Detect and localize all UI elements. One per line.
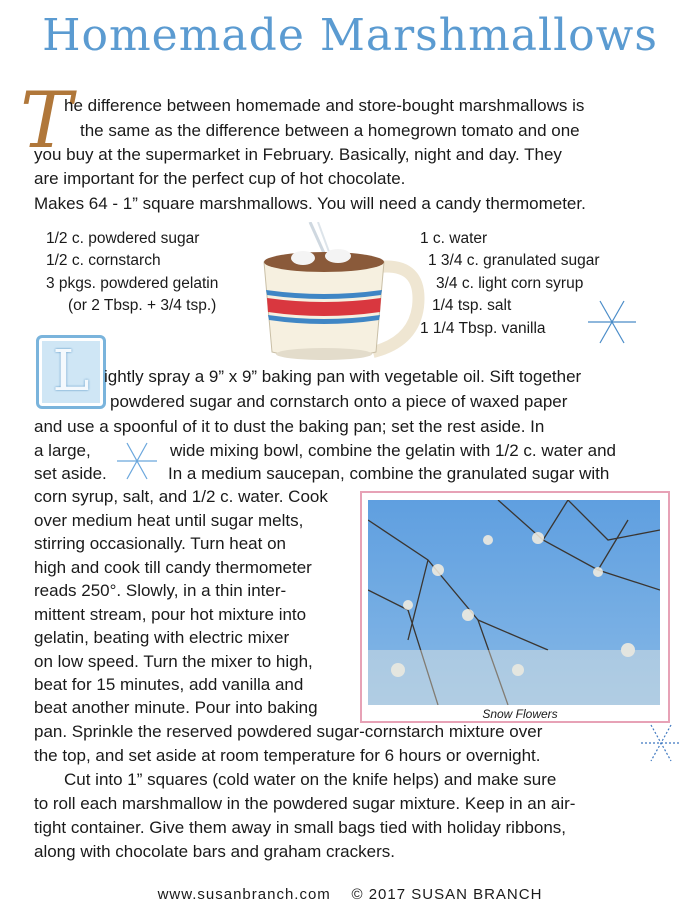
method-line: tight container. Give them away in small bags tied with holiday ribbons,	[34, 818, 566, 837]
ingredient: 1 c. water	[420, 230, 488, 247]
snowflake-icon	[636, 718, 686, 768]
method-line: high and cook till candy thermometer	[34, 558, 312, 577]
ingredient: 3/4 c. light corn syrup	[436, 275, 584, 292]
method-line: reads 250°. Slowly, in a thin inter-	[34, 581, 287, 600]
page-title: Homemade Marshmallows	[42, 10, 658, 61]
method-line: beat for 15 minutes, add vanilla and	[34, 675, 304, 694]
method-line: powdered sugar and cornstarch onto a piece of waxed paper	[110, 392, 568, 411]
intro-line: are important for the perfect cup of hot chocolate.	[34, 169, 406, 188]
snow-branches-photo	[368, 500, 660, 705]
copyright: © 2017 SUSAN BRANCH	[351, 886, 543, 903]
photo-caption: Snow Flowers	[470, 707, 570, 721]
method-line: and use a spoonful of it to dust the baking pan; set the rest aside. In	[34, 417, 545, 436]
intro-line: the same as the difference between a homegrown tomato and one	[80, 121, 580, 140]
method-line: over medium heat until sugar melts,	[34, 511, 304, 530]
intro-line: he difference between homemade and store-bought marshmallows is	[64, 96, 585, 115]
method-line: In a medium saucepan, combine the granulated sugar with	[168, 464, 610, 483]
method-line: ightly spray a 9” x 9” baking pan with vegetable oil. Sift together	[104, 367, 582, 386]
method-line: pan. Sprinkle the reserved powdered sugar-cornstarch mixture over	[34, 722, 543, 741]
method-line: corn syrup, salt, and 1/2 c. water. Cook	[34, 487, 328, 506]
method-line: set aside.	[34, 464, 107, 483]
method-line: gelatin, beating with electric mixer	[34, 628, 290, 647]
hot-chocolate-mug-illustration	[258, 222, 428, 367]
intro-line: you buy at the supermarket in February. Basically, night and day. They	[34, 145, 562, 164]
intro-line: Makes 64 - 1” square marshmallows. You will need a candy thermometer.	[34, 194, 586, 213]
ingredient: 1/2 c. powdered sugar	[46, 230, 200, 247]
method-line: Cut into 1” squares (cold water on the knife helps) and make sure	[64, 770, 557, 789]
method-line: to roll each marshmallow in the powdered sugar mixture. Keep in an air-	[34, 794, 576, 813]
method-line: along with chocolate bars and graham crackers.	[34, 842, 395, 861]
drop-cap-t: T	[20, 76, 73, 166]
ingredient: 1 1/4 Tbsp. vanilla	[420, 320, 546, 337]
footer	[0, 886, 700, 903]
ingredient: 3 pkgs. powdered gelatin	[46, 275, 219, 292]
method-line: beat another minute. Pour into baking	[34, 698, 318, 717]
ingredient: 1/4 tsp. salt	[432, 297, 512, 314]
method-line: stirring occasionally. Turn heat on	[34, 534, 286, 553]
snowflake-icon	[112, 436, 162, 486]
ingredient: 1/2 c. cornstarch	[46, 252, 161, 269]
website-link[interactable]: www.susanbranch.com	[157, 886, 331, 903]
method-line: on low speed. Turn the mixer to high,	[34, 652, 313, 671]
method-line: mittent stream, pour hot mixture into	[34, 605, 307, 624]
method-line: a large,	[34, 441, 91, 460]
ingredient: (or 2 Tbsp. + 3/4 tsp.)	[68, 297, 217, 314]
method-line: wide mixing bowl, combine the gelatin with 1/2 c. water and	[170, 441, 617, 460]
method-line: the top, and set aside at room temperature for 6 hours or overnight.	[34, 746, 541, 765]
drop-cap-l: L	[36, 335, 106, 409]
ingredient: 1 3/4 c. granulated sugar	[428, 252, 600, 269]
snowflake-icon	[584, 294, 640, 350]
